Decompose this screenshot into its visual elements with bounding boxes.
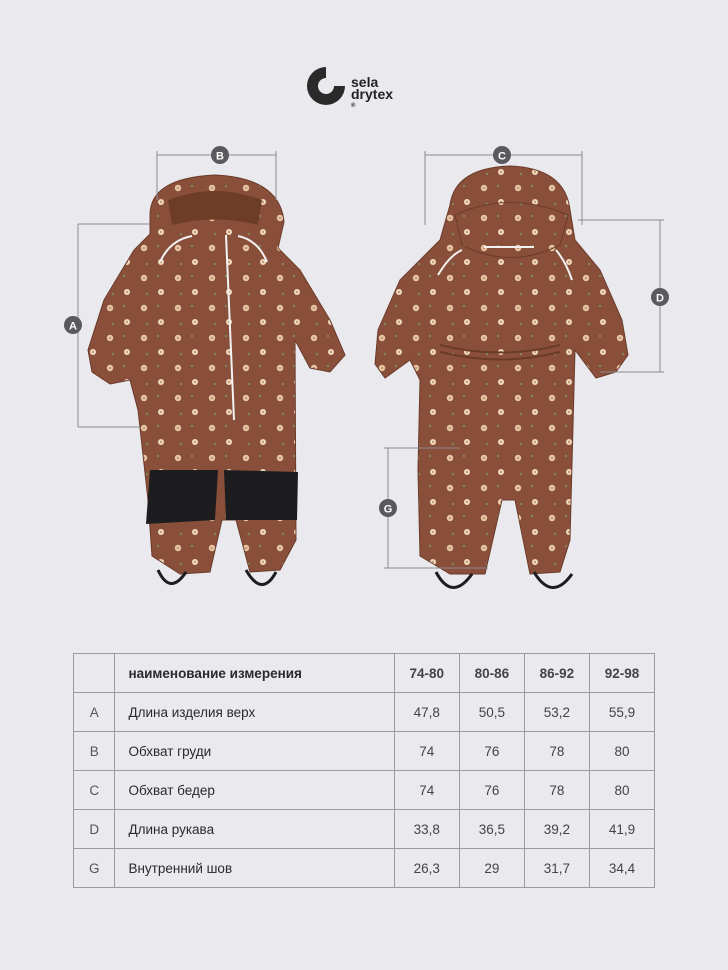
row-value: 76 [459, 771, 524, 810]
row-key: D [74, 810, 115, 849]
row-value: 78 [524, 771, 589, 810]
marker-g-label: G [383, 503, 393, 516]
row-value: 74 [394, 732, 459, 771]
row-key: G [74, 849, 115, 888]
suit-front [88, 175, 345, 585]
table-row [74, 849, 655, 888]
row-value: 29 [459, 849, 524, 888]
row-value: 55,9 [589, 693, 654, 732]
table-header-row [74, 654, 655, 693]
suit-back [375, 166, 628, 588]
row-value: 39,2 [524, 810, 589, 849]
header-size-92-98: 92-98 [589, 654, 654, 693]
row-value: 78 [524, 732, 589, 771]
row-value: 50,5 [459, 693, 524, 732]
row-value: 34,4 [589, 849, 654, 888]
marker-d-label: D [656, 292, 664, 305]
row-measurement-name: Обхват бедер [115, 771, 394, 810]
row-value: 47,8 [394, 693, 459, 732]
registered-mark: ® [351, 103, 356, 109]
header-measurement-name: наименование измерения [115, 654, 394, 693]
table-row [74, 771, 655, 810]
row-value: 80 [589, 732, 654, 771]
row-measurement-name: Длина рукава [115, 810, 394, 849]
row-value: 33,8 [394, 810, 459, 849]
brand-wordmark [351, 76, 393, 112]
marker-b [211, 146, 229, 164]
table-row [74, 810, 655, 849]
row-key: A [74, 693, 115, 732]
header-size-74-80: 74-80 [394, 654, 459, 693]
marker-d [651, 288, 669, 306]
table-row [74, 732, 655, 771]
row-value: 80 [589, 771, 654, 810]
row-value: 53,2 [524, 693, 589, 732]
size-diagram [0, 140, 728, 610]
brand-line-1: sela [351, 74, 379, 90]
row-measurement-name: Длина изделия верх [115, 693, 394, 732]
size-table [73, 653, 655, 888]
sela-logo-icon [304, 64, 348, 108]
header-key-cell [74, 654, 115, 693]
marker-a-label: A [69, 320, 77, 333]
marker-c-label: C [498, 150, 506, 163]
row-key: B [74, 732, 115, 771]
marker-b-label: B [216, 150, 224, 163]
row-value: 76 [459, 732, 524, 771]
marker-a [64, 316, 82, 334]
marker-c [493, 146, 511, 164]
row-measurement-name: Обхват груди [115, 732, 394, 771]
row-key: C [74, 771, 115, 810]
row-value: 74 [394, 771, 459, 810]
row-value: 36,5 [459, 810, 524, 849]
row-value: 31,7 [524, 849, 589, 888]
brand-logo [304, 64, 434, 112]
row-value: 26,3 [394, 849, 459, 888]
row-measurement-name: Внутренний шов [115, 849, 394, 888]
row-value: 41,9 [589, 810, 654, 849]
header-size-86-92: 86-92 [524, 654, 589, 693]
brand-line-2: drytex [351, 86, 394, 102]
marker-g [379, 499, 397, 517]
table-row [74, 693, 655, 732]
header-size-80-86: 80-86 [459, 654, 524, 693]
